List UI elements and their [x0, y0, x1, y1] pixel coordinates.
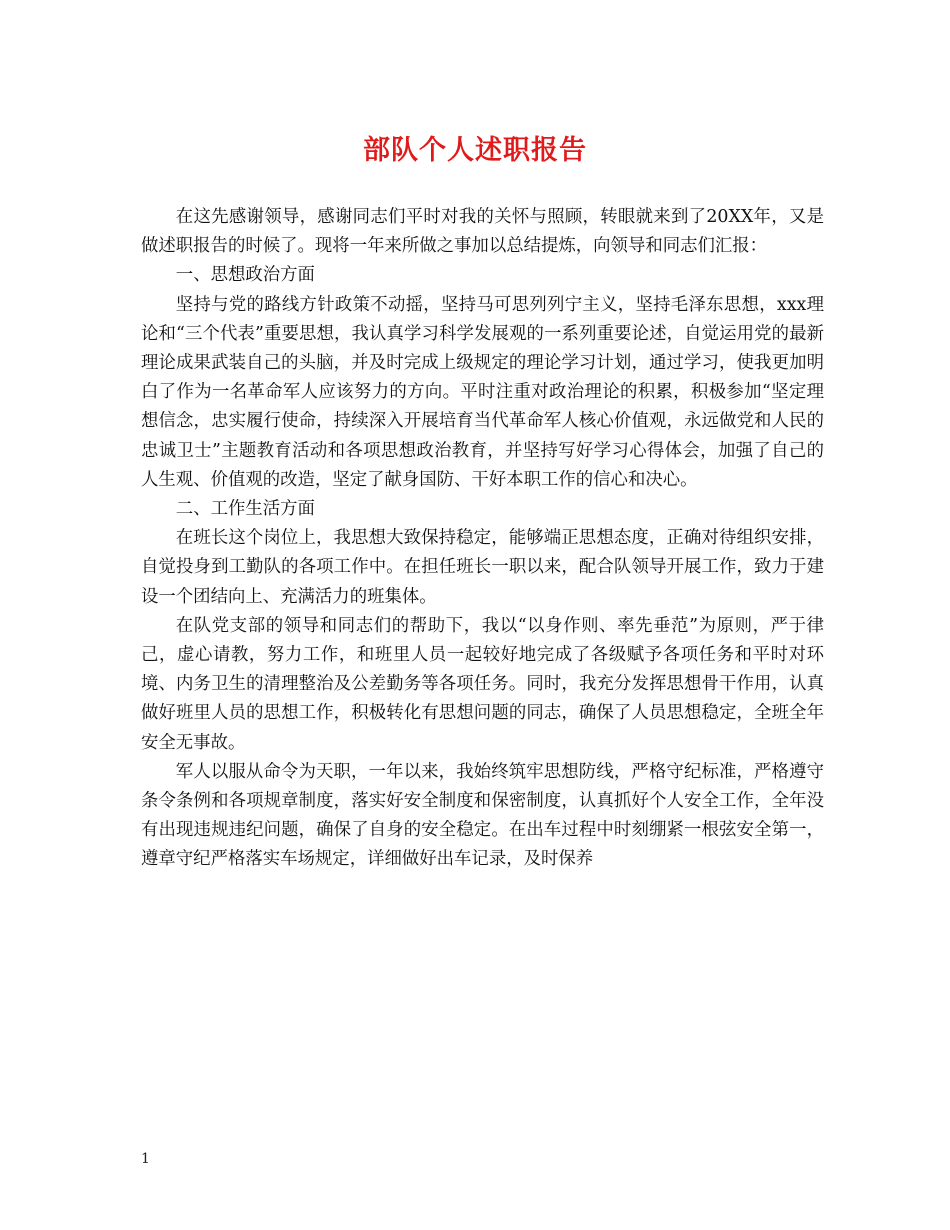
- paragraph-squad-leader: 在班长这个岗位上，我思想大致保持稳定，能够端正思想态度，正确对待组织安排，自觉投身到工勤队的各项工作中。在担任班长一职以来，配合队领导开展工作，致力于建设一个团结向上、充满活力的班集体。: [141, 528, 824, 607]
- section-heading-work-life: 二、工作生活方面: [175, 499, 315, 520]
- paragraph-political: 坚持与党的路线方针政策不动摇，坚持马可思列列宁主义，坚持毛泽东思想，xxx理论和“三个代表”重要思想，我认真学习科学发展观的一系列重要论述，自觉运用党的最新理论成果武装自己的头脑，并及时完成上级规定的理论学习计划，通过学习，使我更加明白了作为一名革命军人应该努力的方向。平时注重对政治理论的积累，积极参加“坚定理想信念，忠实履行使命，持续深入开展培育当代革命军人核心价值观，永远做党和人民的忠诚卫士”主题教育活动和各项思想政治教育，并坚持写好学习心得体会，加强了自己的人生观、价值观的改造，坚定了献身国防、干好本职工作的信心和决心。: [141, 294, 824, 490]
- page-number: 1: [141, 1151, 150, 1167]
- paragraph-party-branch: 在队党支部的领导和同志们的帮助下，我以“以身作则、率先垂范”为原则，严于律己，虚心请教，努力工作，和班里人员一起较好地完成了各级赋予各项任务和平时对环境、内务卫生的清理整治及公差勤务等各项任务。同时，我充分发挥思想骨干作用，认真做好班里人员的思想工作，积极转化有思想问题的同志，确保了人员思想稳定，全班全年安全无事故。: [141, 615, 824, 753]
- document-title: 部队个人述职报告: [363, 135, 587, 166]
- paragraph-intro: 在这先感谢领导，感谢同志们平时对我的关怀与照顾，转眼就来到了20XX年，又是做述职报告的时候了。现将一年来所做之事加以总结提炼，向领导和同志们汇报：: [141, 207, 824, 257]
- paragraph-discipline: 军人以服从命令为天职，一年以来，我始终筑牢思想防线，严格守纪标准，严格遵守条令条例和各项规章制度，落实好安全制度和保密制度，认真抓好个人安全工作，全年没有出现违规违纪问题，确保了自身的安全稳定。在出车过程中时刻绷紧一根弦安全第一，遵章守纪严格落实车场规定，详细做好出车记录，及时保养: [141, 761, 824, 870]
- document-body: [141, 203, 824, 875]
- section-heading-political: 一、思想政治方面: [175, 265, 315, 286]
